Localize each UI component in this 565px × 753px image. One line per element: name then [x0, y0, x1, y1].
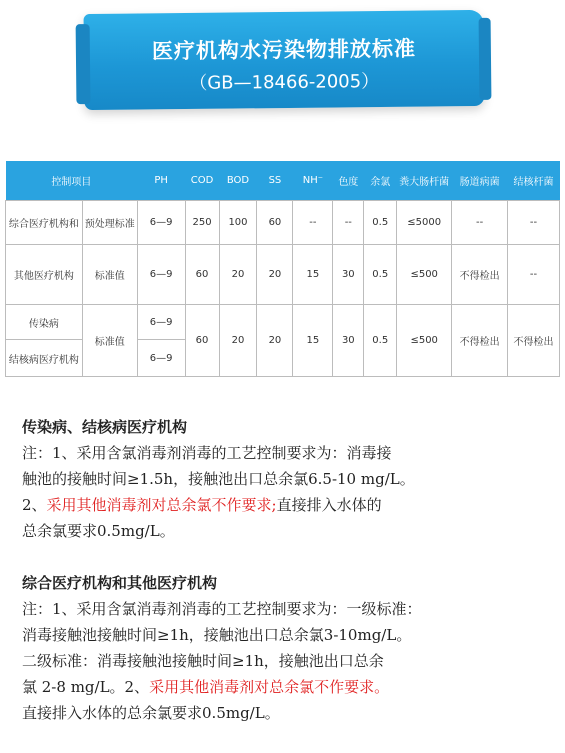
header-cell: 肠道病菌 [452, 161, 508, 201]
standards-table [5, 161, 560, 377]
cell-bod: 20 [219, 245, 257, 305]
cell-ss: 60 [257, 201, 293, 245]
cell-cod: 60 [185, 245, 219, 305]
table-row [6, 245, 560, 305]
cell-bod: 20 [219, 305, 257, 377]
cell-ph: 6—9 [137, 245, 185, 305]
note-line: 触池的接触时间≥1.5h，接触池出口总余氯6.5-10 mg/L。 [22, 470, 415, 488]
banner-title: 医疗机构水污染物排放标准 [151, 36, 417, 64]
cell-cl: 0.5 [364, 305, 397, 377]
note-line: 二级标准：消毒接触池接触时间≥1h，接触池出口总余 [22, 652, 384, 670]
cell-fecal: ≤500 [397, 245, 452, 305]
cell-bod: 100 [219, 201, 257, 245]
section-title: 综合医疗机构和其他医疗机构 [22, 574, 218, 592]
row-name: 传染病 [6, 305, 83, 340]
note-line: 注：1、采用含氯消毒剂消毒的工艺控制要求为：一级标准： [22, 600, 422, 618]
cell-ph: 6—9 [137, 305, 185, 340]
note-line: 消毒接触池接触时间≥1h，接触池出口总余氯3-10mg/L。 [22, 626, 412, 644]
row-sub: 标准值 [82, 245, 137, 305]
header-cell: BOD [219, 161, 257, 201]
row-sub: 预处理标准 [82, 201, 137, 245]
header-cell: COD [185, 161, 219, 201]
cell-ss: 20 [257, 305, 293, 377]
banner-subtitle: （GB—18466-2005） [189, 71, 380, 94]
cell-fecal: ≤500 [397, 305, 452, 377]
note-text: 2、 [22, 496, 47, 514]
note-line: 总余氯要求0.5mg/L。 [22, 522, 175, 540]
row-name: 其他医疗机构 [6, 245, 83, 305]
header-cell: 余氯 [364, 161, 397, 201]
table-header-row [6, 161, 560, 201]
row-name: 结核病医疗机构 [6, 340, 83, 377]
cell-color: 30 [333, 245, 364, 305]
cell-ph: 6—9 [137, 201, 185, 245]
note-line [22, 674, 552, 700]
header-cell: NH⁻ [293, 161, 333, 201]
section-title: 传染病、结核病医疗机构 [22, 418, 188, 436]
header-cell: SS [257, 161, 293, 201]
table-row [6, 305, 560, 340]
cell-cod: 250 [185, 201, 219, 245]
table-row [6, 201, 560, 245]
row-sub: 标准值 [82, 305, 137, 377]
note-text: 氯 2-8 mg/L。2、 [22, 678, 150, 696]
header-cell: 粪大肠杆菌 [397, 161, 452, 201]
cell-intestinal: -- [452, 201, 508, 245]
header-cell: 色度 [333, 161, 364, 201]
cell-color: -- [333, 201, 364, 245]
header-cell: 控制项目 [6, 161, 138, 201]
notes-section [22, 414, 552, 726]
cell-tb: -- [508, 245, 560, 305]
note-line: 直接排入水体的总余氯要求0.5mg/L。 [22, 704, 280, 722]
note-line: 注：1、采用含氯消毒剂消毒的工艺控制要求为：消毒接 [22, 444, 392, 462]
cell-nh: -- [293, 201, 333, 245]
cell-fecal: ≤5000 [397, 201, 452, 245]
cell-tb: -- [508, 201, 560, 245]
cell-intestinal: 不得检出 [452, 245, 508, 305]
cell-cod: 60 [185, 305, 219, 377]
cell-cl: 0.5 [364, 245, 397, 305]
cell-ss: 20 [257, 245, 293, 305]
cell-color: 30 [333, 305, 364, 377]
cell-tb: 不得检出 [508, 305, 560, 377]
cell-ph: 6—9 [137, 340, 185, 377]
cell-intestinal: 不得检出 [452, 305, 508, 377]
header-cell: PH [137, 161, 185, 201]
cell-cl: 0.5 [364, 201, 397, 245]
row-name: 综合医疗机构和 [6, 201, 83, 245]
note-line [22, 492, 552, 518]
note-text: 直接排入水体的 [276, 496, 382, 514]
highlight-text: 采用其他消毒剂对总余氯不作要求; [46, 496, 277, 514]
cell-nh: 15 [293, 245, 333, 305]
title-banner [84, 10, 485, 110]
cell-nh: 15 [293, 305, 333, 377]
header-cell: 结核杆菌 [508, 161, 560, 201]
highlight-text: 采用其他消毒剂对总余氯不作要求。 [149, 678, 390, 696]
